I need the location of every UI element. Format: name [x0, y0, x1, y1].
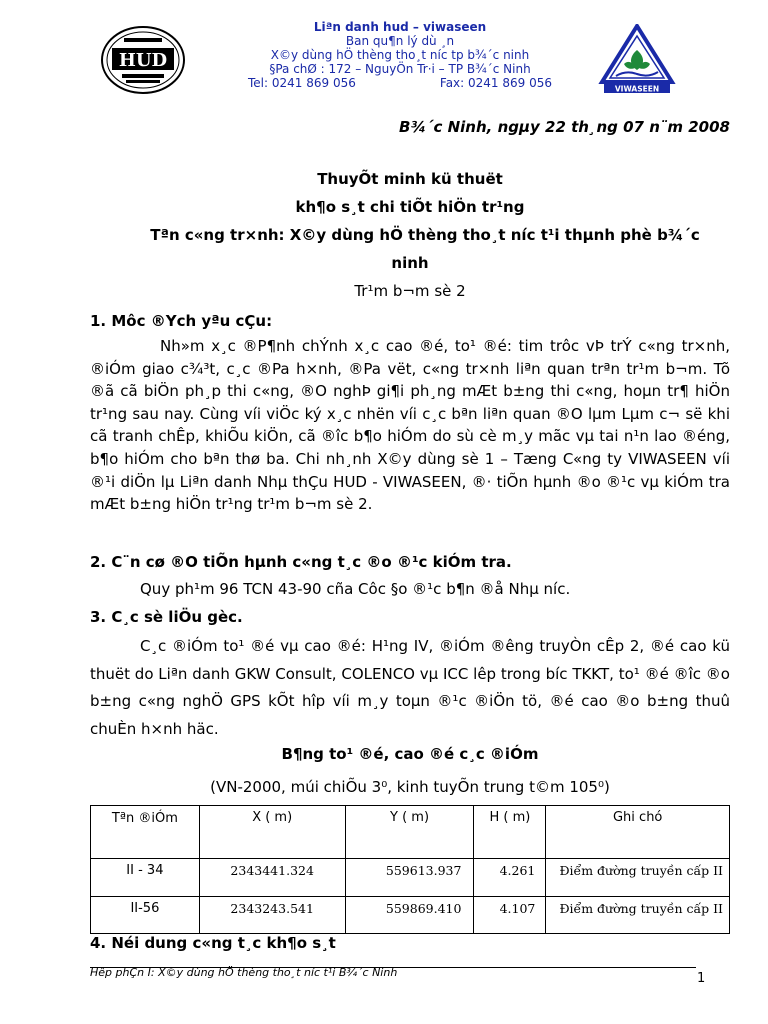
table-subtitle: (VN-2000, múi chiÕu 3⁰, kinh tuyÕn trung t©m 105⁰)	[210, 778, 610, 796]
doc-title-1: ThuyÕt minh kü thuët	[317, 170, 503, 188]
project-name: Tªn c«ng tr×nh: X©y dùng hÖ thèng tho¸t níc t¹i thµnh phè b¾´c	[150, 226, 700, 244]
header-tel: Tel: 0241 869 056	[248, 76, 356, 90]
header-cell: X ( m)	[199, 806, 345, 859]
section-2-heading: 2. C¨n cø ®O tiÕn hµnh c«ng t¸c ®o ®¹c kiÓm tra.	[90, 553, 512, 571]
cell-point: II-56	[91, 897, 200, 934]
section-2-text: Quy ph¹m 96 TCN 43-90 cña Côc §o ®¹c b¶n ®å Nhµ níc.	[140, 580, 571, 598]
cell-note: Điểm đường truyền cấp II	[546, 859, 730, 897]
header-cell: Y ( m)	[345, 806, 474, 859]
header-cell: H ( m)	[474, 806, 546, 859]
station-name: Tr¹m b¬m sè 2	[354, 282, 466, 300]
cell-x: 2343441.324	[199, 859, 345, 897]
cell-point: II - 34	[91, 859, 200, 897]
section-3-heading: 3. C¸c sè liÖu gèc.	[90, 608, 243, 626]
document-date: B¾´c Ninh, ngµy 22 th¸ng 07 n¨m 2008	[399, 118, 730, 136]
viwaseen-logo-text: VIWASEEN	[614, 84, 660, 94]
header-cell: Tªn ®iÓm	[91, 806, 200, 859]
table-header-row	[91, 806, 730, 859]
section-1-text: Nh»m x¸c ®P¶nh chÝnh x¸c cao ®é, to¹ ®é: tim trôc vÞ trÝ c«ng tr×nh, ®iÓm giao c¾³t, c¸c ®Pa h×nh, ®Pa vët, c«ng tr×nh liªn quan trªn tr¹m b¬m. Tõ ®ã cã biÖn ph¸p thi c«ng, ®O nghÞ gi¶i ph¸ng mÆt b±ng thi c«ng, hoµn tr¶ hiÖn tr¹ng sau nay. Cùng víi viÖc ký x¸c nhën víi c¸c bªn liªn quan ®O lµm Lµm c¬ së khi cã tranh chÊp, khiÕu kiÖn, cã ®îc b¶o hiÓm do sù cè m¸y mãc vµ tai n¹n lao ®éng, b¶o hiÓm cho bªn thø ba. Chi nh¸nh X©y dùng sè 1 – Tæng C«ng ty VIWASEEN víi ®¹i diÖn lµ Liªn danh Nhµ thÇu HUD - VIWASEEN, ®· tiÕn hµnh ®o ®¹c vµ kiÓm tra mÆt b±ng hiÖn tr¹ng tr¹m b¬m sè 2.	[90, 337, 730, 514]
header-fax: Fax: 0241 869 056	[439, 76, 552, 90]
section-1-heading: 1. Môc ®Ych yªu cÇu:	[90, 312, 273, 330]
doc-title-2: kh¶o s¸t chi tiÕt hiÖn tr¹ng	[295, 198, 525, 216]
header-line-3: X©y dùng hÖ thèng tho¸t níc tp b¾´c ninh	[270, 48, 530, 62]
project-name-cont: ninh	[391, 254, 429, 272]
hud-logo-text: HUD	[118, 50, 168, 71]
coordinates-table	[90, 805, 730, 934]
cell-y: 559869.410	[345, 897, 474, 934]
cell-h: 4.107	[474, 897, 546, 934]
section-4-heading: 4. Néi dung c«ng t¸c kh¶o s¸t	[90, 934, 336, 952]
cell-y: 559613.937	[345, 859, 474, 897]
cell-x: 2343243.541	[199, 897, 345, 934]
cell-h: 4.261	[474, 859, 546, 897]
letterhead	[210, 20, 590, 90]
header-address: §Pa chØ : 172 – NguyÖn Tr·i – TP B¾´c Ninh	[269, 62, 531, 76]
table-row	[91, 897, 730, 934]
section-3-text: C¸c ®iÓm to¹ ®é vµ cao ®é: H¹ng IV, ®iÓm ®êng truyÒn cÊp 2, ®é cao kü thuët do Liªn danh GKW Consult, COLENCO vµ ICC lêp trong bíc TKKT, to¹ ®é ®îc ®o b±ng c«ng nghÖ GPS kÕt hîp víi m¸y toµn ®¹c ®iÖn tö, ®é cao ®o b±ng thuû chuÈn h×nh häc.	[90, 637, 730, 738]
table-title: B¶ng to¹ ®é, cao ®é c¸c ®iÓm	[281, 745, 539, 763]
hud-logo	[100, 24, 186, 96]
cell-note: Điểm đường truyền cấp II	[546, 897, 730, 934]
org-name: Liªn danh hud – viwaseen	[313, 20, 487, 34]
header-contact	[210, 76, 590, 90]
page-number: 1	[697, 971, 706, 986]
viwaseen-logo	[598, 24, 676, 94]
header-cell: Ghi chó	[546, 806, 730, 859]
footer-text: Hêp phÇn I: X©y dùng hÖ thèng tho¸t níc t¹i B¾´c Ninh	[90, 966, 398, 979]
header-line-2: Ban qu¶n lý dù ¸n	[345, 34, 455, 48]
table-row	[91, 859, 730, 897]
